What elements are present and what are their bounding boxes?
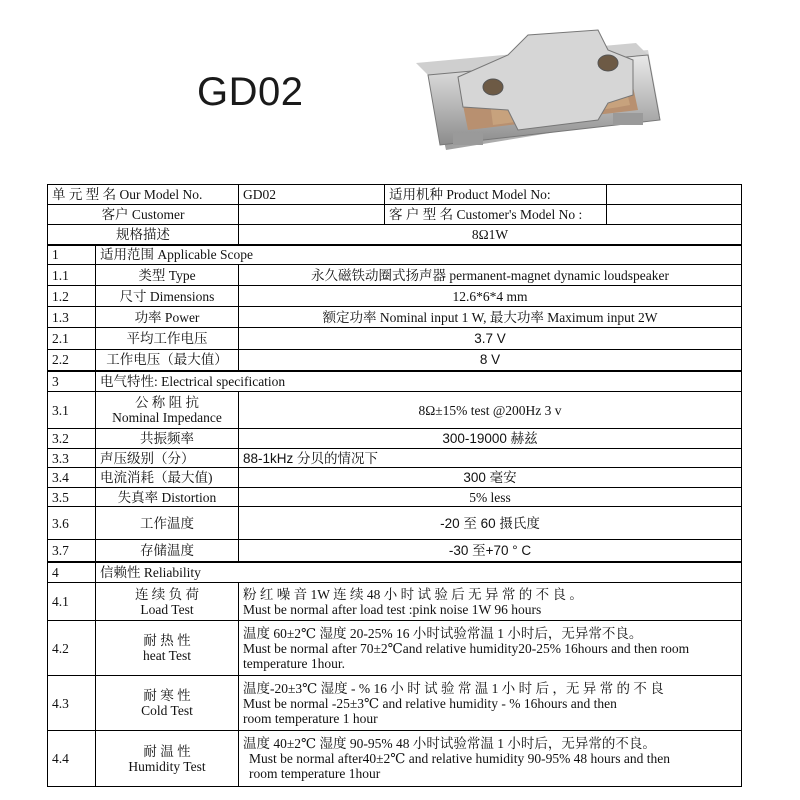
row-label: 电流消耗（最大值) — [96, 468, 239, 488]
row-label: 尺寸 Dimensions — [96, 286, 239, 307]
row-value: 额定功率 Nominal input 1 W, 最大功率 Maximum input 2W — [239, 307, 742, 328]
section-row — [48, 245, 742, 265]
row-label: 工作电压（最大值） — [96, 350, 239, 371]
row-label-en: Load Test — [140, 601, 194, 617]
customer-label: 客户 Customer — [48, 205, 239, 225]
row-value-en-cont: room temperature 1hour — [249, 766, 381, 781]
row-label — [96, 676, 239, 731]
row-number: 3.5 — [48, 488, 96, 507]
row-number: 4.3 — [48, 676, 96, 731]
row-value: 12.6*6*4 mm — [239, 286, 742, 307]
table-row — [48, 468, 742, 488]
row-value-en: Must be normal -25±3℃ and relative humidity - % 16hours and then — [243, 695, 617, 711]
table-row — [48, 307, 742, 328]
row-label: 存储温度 — [96, 540, 239, 562]
row-label: 工作温度 — [96, 507, 239, 540]
row-value: 永久磁铁动圈式扬声器 permanent-magnet dynamic loudspeaker — [239, 265, 742, 286]
table-row — [48, 429, 742, 449]
row-value-en-cont: room temperature 1 hour — [243, 710, 378, 726]
table-row — [48, 676, 742, 731]
section-number: 3 — [48, 371, 96, 392]
row-label — [96, 583, 239, 621]
table-row — [48, 540, 742, 562]
customer-model-value — [607, 205, 742, 225]
spec-desc-label: 规格描述 — [48, 225, 239, 245]
page-title: GD02 — [197, 70, 304, 114]
row-value: 8Ω±15% test @200Hz 3 v — [239, 392, 742, 429]
row-value: -20 至 60 摄氏度 — [239, 507, 742, 540]
row-value-en: Must be normal after 70±2℃and relative humidity20-25% 16hours and then room — [243, 640, 690, 656]
table-row — [48, 449, 742, 468]
row-value-en: Must be normal after40±2℃ and relative humidity 90-95% 48 hours and then — [249, 751, 671, 766]
row-label-en: Humidity Test — [128, 758, 206, 774]
row-value: 300-19000 赫兹 — [239, 429, 742, 449]
row-value-en: Must be normal after load test :pink noise 1W 96 hours — [243, 601, 542, 617]
row-label-cn: 耐 寒 性 — [143, 688, 191, 703]
row-label-cn: 公 称 阻 抗 — [134, 395, 200, 410]
our-model-label: 单 元 型 名 Our Model No. — [48, 185, 239, 205]
speaker-product-photo — [398, 15, 688, 175]
row-label — [96, 621, 239, 676]
spec-desc-value: 8Ω1W — [239, 225, 742, 245]
row-value-cn: 温度 40±2℃ 湿度 90-95% 48 小时试验常温 1 小时后，无异常的不良。 — [243, 736, 656, 751]
section-number: 1 — [48, 245, 96, 265]
row-number: 2.2 — [48, 350, 96, 371]
product-model-value — [607, 185, 742, 205]
row-label: 共振频率 — [96, 429, 239, 449]
row-value: 8 V — [239, 350, 742, 371]
section-title: 信赖性 Reliability — [96, 562, 742, 583]
row-number: 3.6 — [48, 507, 96, 540]
table-row — [48, 265, 742, 286]
row-label: 类型 Type — [96, 265, 239, 286]
customer-value — [239, 205, 385, 225]
table-row — [48, 286, 742, 307]
row-number: 3.4 — [48, 468, 96, 488]
section-row — [48, 371, 742, 392]
customer-model-label: 客 户 型 名 Customer's Model No : — [385, 205, 607, 225]
row-label: 平均工作电压 — [96, 328, 239, 350]
row-number: 1.3 — [48, 307, 96, 328]
row-label-cn: 耐 热 性 — [143, 633, 191, 648]
row-value-cn: 温度 60±2℃ 湿度 20-25% 16 小时试验常温 1 小时后，无异常不良。 — [243, 625, 643, 641]
product-model-label: 适用机种 Product Model No: — [385, 185, 607, 205]
row-label — [96, 731, 239, 787]
section-title: 适用范围 Applicable Scope — [96, 245, 742, 265]
row-number: 1.2 — [48, 286, 96, 307]
row-value: 300 毫安 — [239, 468, 742, 488]
row-number: 4.4 — [48, 731, 96, 787]
row-number: 4.1 — [48, 583, 96, 621]
row-value: 5% less — [239, 488, 742, 507]
row-label — [96, 392, 239, 429]
section-number: 4 — [48, 562, 96, 583]
table-row — [48, 621, 742, 676]
row-label-en: Cold Test — [141, 703, 193, 718]
table-row — [48, 350, 742, 371]
header-row-spec — [48, 225, 742, 245]
row-value-cn: 粉 红 噪 音 1W 连 续 48 小 时 试 验 后 无 异 常 的 不 良 。 — [243, 586, 583, 602]
row-number: 3.7 — [48, 540, 96, 562]
row-value — [239, 731, 742, 787]
section-row — [48, 562, 742, 583]
row-value — [239, 676, 742, 731]
row-number: 1.1 — [48, 265, 96, 286]
row-number: 2.1 — [48, 328, 96, 350]
row-label-en: heat Test — [143, 648, 191, 663]
row-value: -30 至+70 ° C — [239, 540, 742, 562]
specification-table — [47, 184, 742, 787]
row-number: 3.3 — [48, 449, 96, 468]
row-value — [239, 583, 742, 621]
row-label-cn: 耐 温 性 — [143, 743, 191, 759]
row-value — [239, 621, 742, 676]
row-value: 3.7 V — [239, 328, 742, 350]
row-label: 失真率 Distortion — [96, 488, 239, 507]
table-row — [48, 392, 742, 429]
section-title: 电气特性: Electrical specification — [96, 371, 742, 392]
row-value-cn: 温度-20±3℃ 湿度 - % 16 小 时 试 验 常 温 1 小 时 后 ，无 异 常 的 不 良 — [243, 680, 664, 696]
row-label: 功率 Power — [96, 307, 239, 328]
row-value: 88-1kHz 分贝的情况下 — [239, 449, 742, 468]
header-row-customer — [48, 205, 742, 225]
row-number: 4.2 — [48, 621, 96, 676]
row-label: 声压级别（分） — [96, 449, 239, 468]
row-label-cn: 连 续 负 荷 — [134, 586, 200, 602]
our-model-value: GD02 — [239, 185, 385, 205]
table-row — [48, 488, 742, 507]
row-number: 3.1 — [48, 392, 96, 429]
row-label-en: Nominal Impedance — [112, 410, 222, 425]
row-number: 3.2 — [48, 429, 96, 449]
table-row — [48, 731, 742, 787]
row-value-en-cont: temperature 1hour. — [243, 655, 345, 671]
table-row — [48, 507, 742, 540]
table-row — [48, 328, 742, 350]
table-row — [48, 583, 742, 621]
header-row-model — [48, 185, 742, 205]
